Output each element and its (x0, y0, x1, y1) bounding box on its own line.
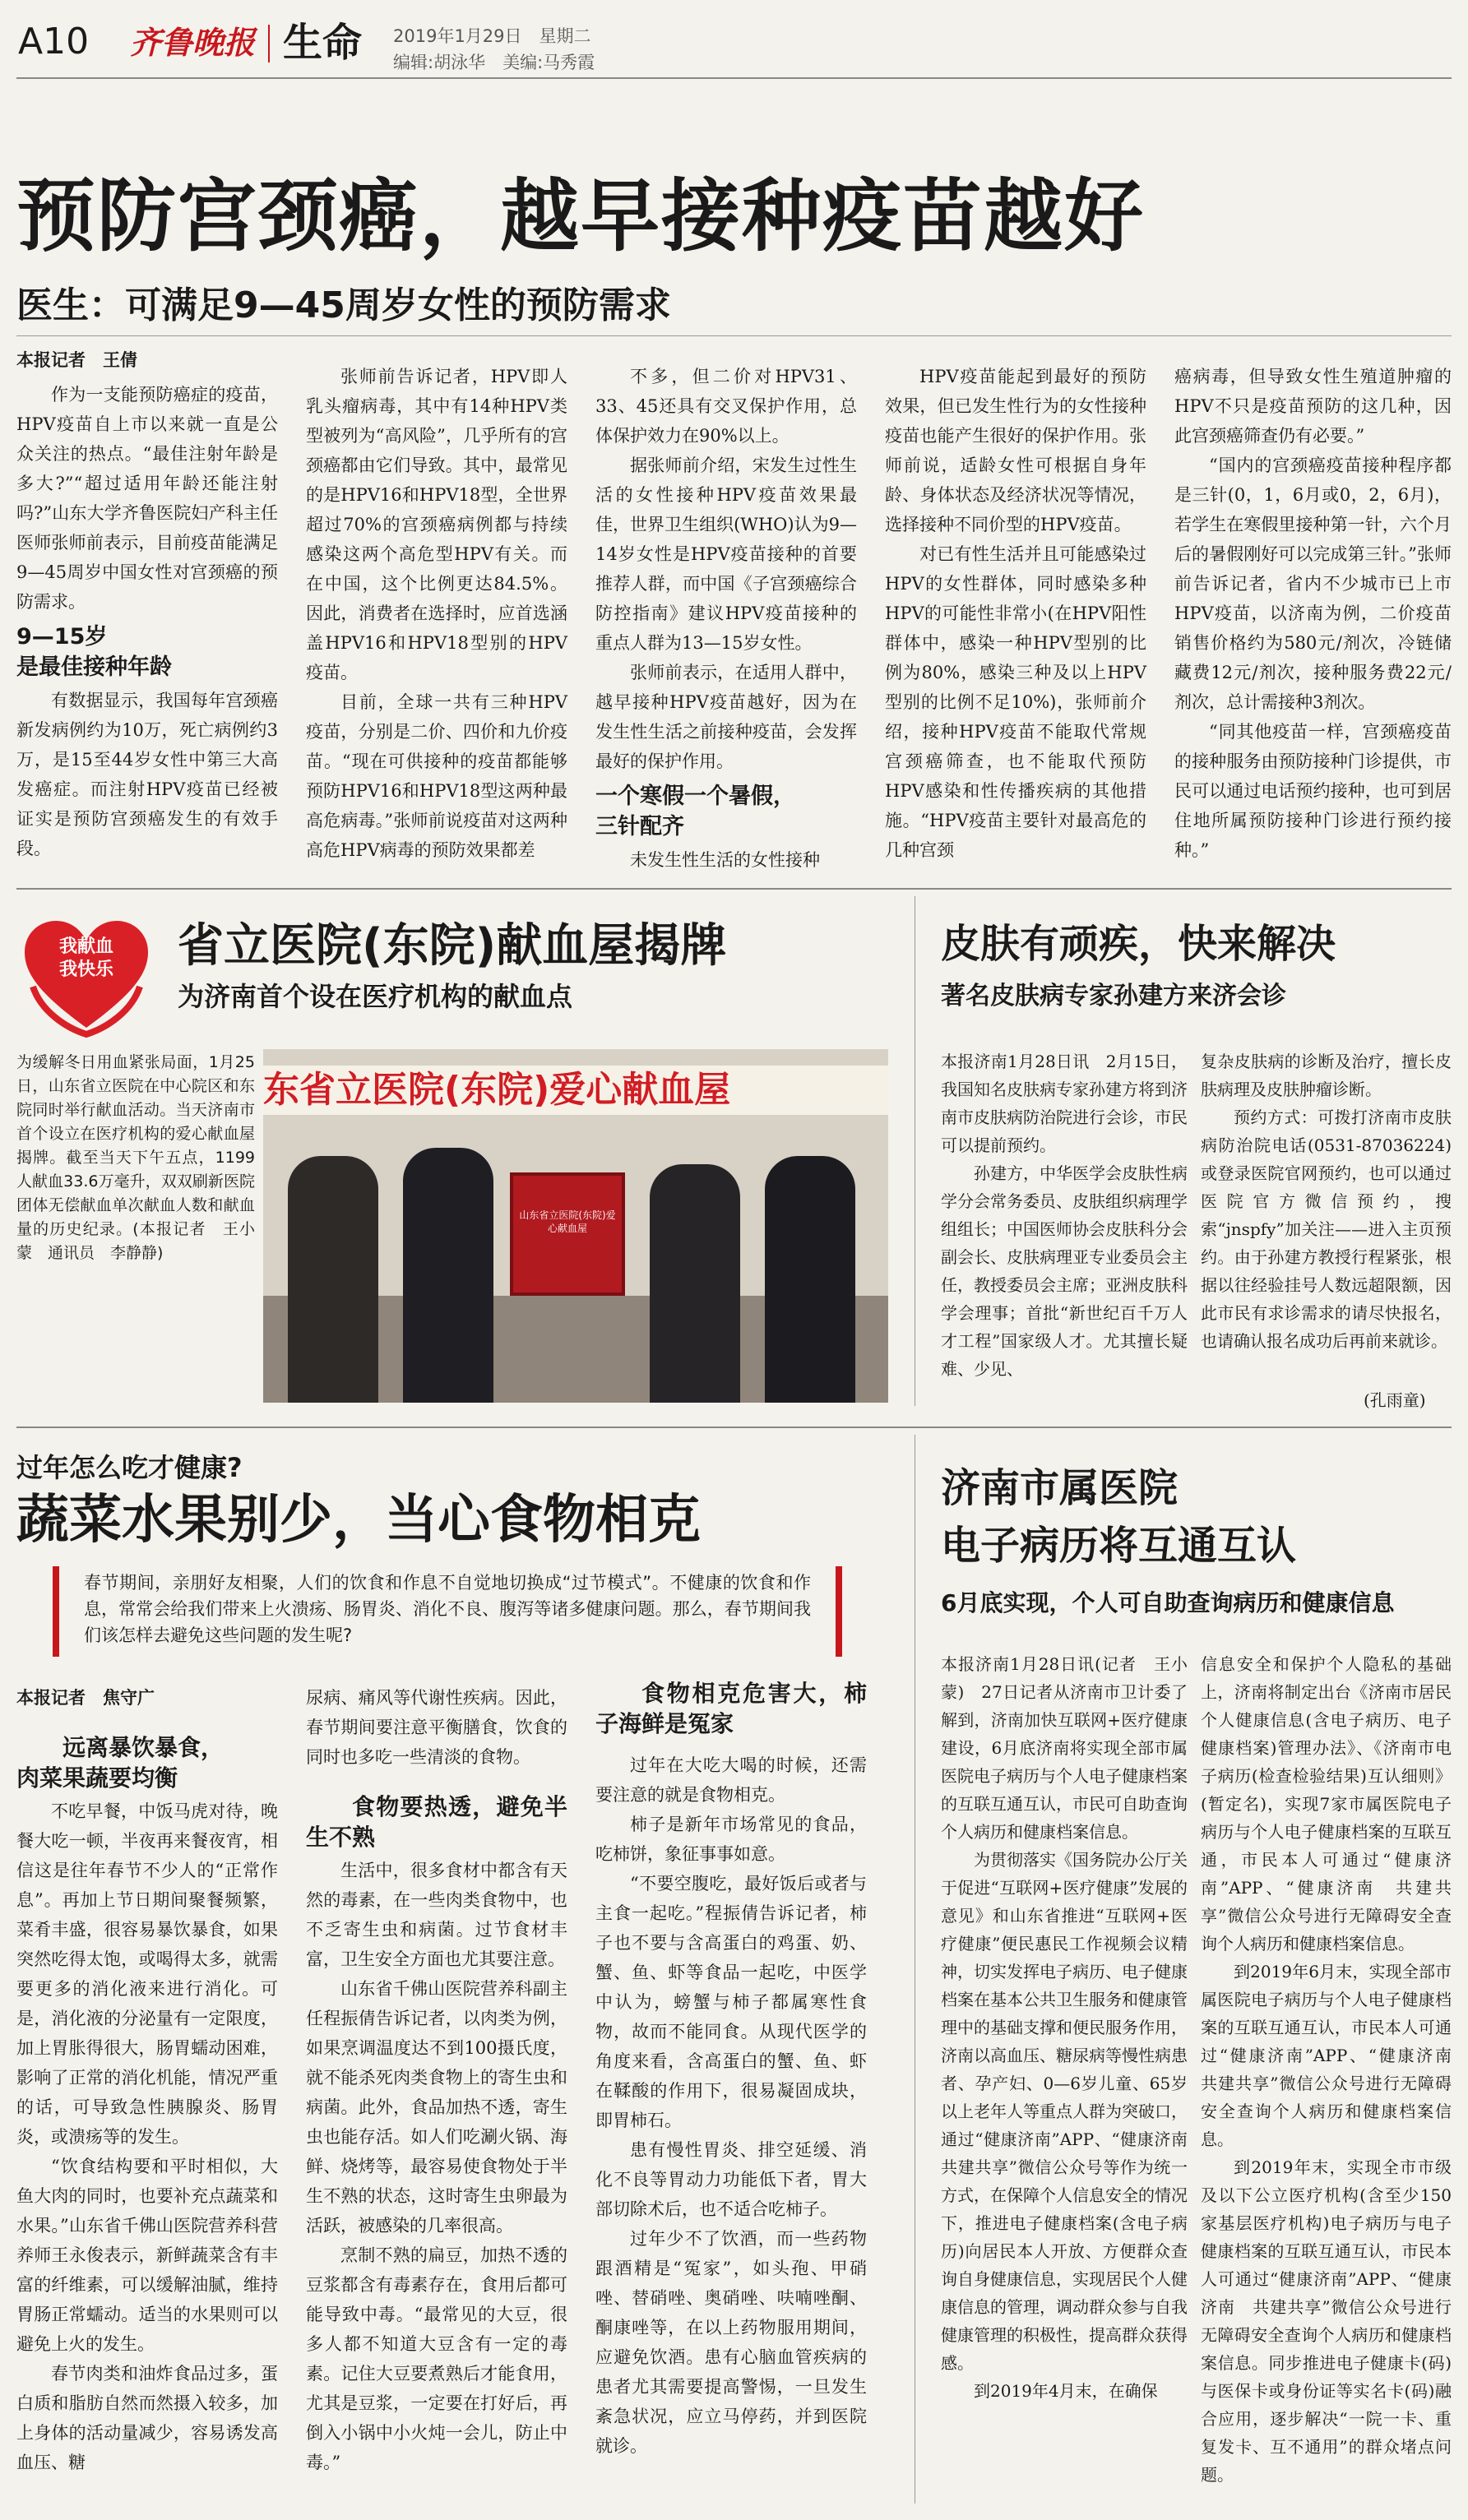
paragraph: 信息安全和保护个人隐私的基础上，济南将制定出台《济南市居民个人健康信息(含电子病历、电子健康档案)管理办法》、《济南市电子病历(检查检验结果)互认细则》(暂定名)，实现7家市属医院电子病历与个人电子健康档案的互联互通，市民本人可通过“健康济南”APP、“健康济南 共建共享”微信公众号进行无障碍安全查询个人病历和健康档案信息。 (1201, 1654, 1452, 1954)
section-divider (16, 1426, 1452, 1428)
headline: 蔬菜水果别少，当心食物相克 (16, 1490, 701, 1551)
paragraph: 到2019年4月末，在确保 (974, 2381, 1158, 2401)
article-holiday-diet (16, 1435, 905, 2512)
kicker: 过年怎么吃才健康? (16, 1452, 243, 1483)
subheading: 一个寒假一个暑假， 三针配齐 (595, 784, 795, 839)
editor-credits: 编辑:胡泳华 美编:马秀霞 (393, 53, 595, 72)
donate-blood-logo (16, 913, 156, 1036)
paragraph: 张师前表示，在适用人群中，越早接种HPV疫苗越好，因为在发生性生活之前接种疫苗，会发挥最好的保护作用。 (595, 663, 857, 771)
headline-underline (16, 335, 1452, 336)
paragraph: 过年在大吃大喝的时候，还需要注意的就是食物相克。 (595, 1755, 867, 1805)
paragraph: 不多，但二价对HPV31、33、45还具有交叉保护作用，总体保护效力在90%以上。 (595, 367, 857, 446)
byline: 本报记者 王倩 (16, 350, 137, 370)
headline: 预防宫颈癌，越早接种疫苗越好 (16, 170, 1145, 262)
paragraph: “同其他疫苗一样，宫颈癌疫苗的接种服务由预防接种门诊提供，市民可以通过电话预约接种，也可到居住地所属预防接种门诊进行预约接种。” (1174, 722, 1452, 860)
paragraph: 作为一支能预防癌症的疫苗，HPV疫苗自上市以来就一直是公众关注的热点。“最佳注射年龄是多大?”“超过适用年龄还能注射吗?”山东大学齐鲁医院妇产科主任医师张师前表示，目前疫苗能满足9—45周岁中国女性对宫颈癌的预防需求。 (16, 385, 278, 612)
paragraph: 烹制不熟的扁豆，加热不透的豆浆都含有毒素存在，食用后都可能导致中毒。“最常见的大豆，很多人都不知道大豆含有一定的毒素。记住大豆要煮熟后才能食用，尤其是豆浆，一定要在打好后，再倒入小锅中小火炖一会儿，防止中毒。” (306, 2245, 567, 2472)
paragraph: “不要空腹吃，最好饭后或者与主食一起吃。”程振倩告诉记者，柿子也不要与含高蛋白的鸡蛋、奶、蟹、鱼、虾等食品一起吃，中医学中认为，螃蟹与柿子都属寒性食物，故而不能同食。从现代医学的角度来看，含高蛋白的蟹、鱼、虾在鞣酸的作用下，很易凝固成块，即胃柿石。 (595, 1874, 867, 2130)
plaque-text: 山东省立医院(东院)爱心献血屋 (519, 1209, 616, 1234)
paragraph: 张师前告诉记者，HPV即人乳头瘤病毒，其中有14种HPV类型被列为“高风险”，几乎所有的宫颈癌都由它们导致。其中，最常见的是HPV16和HPV18型，全世界超过70%的宫颈癌病例都与持续感染这两个高危型HPV有关。而在中国，这个比例更达84.5%。因此，消费者在选择时，应首选涵盖HPV16和HPV18型别的HPV疫苗。 (306, 367, 567, 682)
article4-column-2 (306, 1683, 567, 2505)
paragraph: 本报济南1月28日讯(记者 王小蒙) 27日记者从济南市卫计委了解到，济南加快互联网+医疗健康建设，6月底济南将实现全部市属医院电子病历与个人电子健康档案的互联互通互认，市民可自助查询个人病历和健康档案信息。 (941, 1654, 1188, 1842)
event-photo (263, 1049, 888, 1403)
logo-text: 我献血 我快乐 (58, 936, 113, 980)
paper-logo: 齐鲁晚报 (130, 24, 256, 61)
article3-column-2 (1201, 1047, 1452, 1385)
paragraph: 目前，全球一共有三种HPV疫苗，分别是二价、四价和九价疫苗。“现在可供接种的疫苗都能够预防HPV16和HPV18型这两种最高危病毒。”张师前说疫苗对这两种高危HPV病毒的预防效果都差 (306, 692, 567, 860)
article1-column-1 (16, 345, 278, 929)
lead-box (53, 1566, 842, 1657)
article4-column-1 (16, 1683, 278, 2505)
person-1 (288, 1156, 378, 1403)
paragraph: “饮食结构要和平时相似，大鱼大肉的同时，也要补充点蔬菜和水果。”山东省千佛山医院营养科营养师王永俊表示，新鲜蔬菜含有丰富的纤维素，可以缓解油腻，维持胃肠正常蠕动。适当的水果则可以避免上火的发生。 (16, 2157, 278, 2354)
article-hpv-vaccine (0, 82, 1468, 872)
paragraph: 柿子是新年市场常见的食品，吃柿饼，象征事事如意。 (595, 1815, 867, 1864)
page-number: A10 (18, 21, 90, 62)
article1-column-5 (1174, 362, 1452, 929)
headline: 省立医院(东院)献血屋揭牌 (178, 919, 727, 973)
article1-column-3 (595, 362, 857, 929)
paragraph: 尿病、痛风等代谢性疾病。因此，春节期间要注意平衡膳食，饮食的同时也多吃一些清淡的食物。 (306, 1688, 567, 1767)
subheading: 远离暴饮暴食， 肉菜果蔬要均衡 (16, 1734, 225, 1792)
paragraph: 到2019年6月末，实现全部市属医院电子病历与个人电子健康档案的互联互通互认，市民本人可通过“健康济南”APP、“健康济南 共建共享”微信公众号进行无障碍安全查询个人病历和健康档案信息。 (1201, 1962, 1468, 2149)
paragraph: HPV疫苗能起到最好的预防效果，但已发生性行为的女性接种疫苗也能产生很好的保护作用。张师前说，适龄女性可根据自身年龄、身体状态及经济状况等情况，选择接种不同价型的HPV疫苗。 (885, 367, 1146, 534)
person-2 (403, 1148, 493, 1403)
article5-column-1 (941, 1650, 1204, 2505)
subheadline: 著名皮肤病专家孙建方来济会诊 (941, 982, 1286, 1010)
article1-column-2 (306, 362, 567, 929)
paragraph: 孙建方，中华医学会皮肤性病学分会常务委员、皮肤组织病理学组组长；中国医师协会皮肤科分会副会长、皮肤病理亚专业委员会主任，教授委员会主席；亚洲皮肤科学会理事；首批“新世纪百千万人才工程”国家级人才。尤其擅长疑难、少见、 (941, 1163, 1188, 1379)
headline: 济南市属医院 电子病历将互通互认 (941, 1465, 1297, 1569)
paragraph: “国内的宫颈癌疫苗接种程序都是三针(0，1，6月或0，2，6月)，若学生在寒假里接种第一针，六个月后的暑假刚好可以完成第三针。”张师前告诉记者，省内不少城市已上市HPV疫苗，以济南为例，二价疫苗销售价格约为580元/剂次，冷链储藏费12元/剂次，接种服务费22元/剂次，总计需接种3剂次。 (1174, 455, 1452, 712)
reporter-credit: (孔雨童) (1364, 1390, 1426, 1410)
subheadline: 医生：可满足9—45周岁女性的预防需求 (16, 284, 671, 326)
photo-caption: 为缓解冬日用血紧张局面，1月25日，山东省立医院在中心院区和东院同时举行献血活动。当天济南市首个设立在医疗机构的爱心献血屋揭牌。截至当天下午五点，1199人献血33.6万毫升，双双刷新医院团体无偿献血单次献血人数和献血量的历史纪录。(本报记者 王小蒙 通讯员 李静静) (16, 1053, 255, 1262)
section-divider (16, 888, 1452, 890)
article-e-medical-records (928, 1435, 1468, 2512)
subheading: 9—15岁 是最佳接种年龄 (16, 624, 172, 680)
paragraph: 生活中，很多食材中都含有天然的毒素，在一些肉类食物中，也不乏寄生虫和病菌。过节食材丰富，卫生安全方面也尤其要注意。 (306, 1861, 567, 1969)
article4-column-3 (595, 1673, 867, 2505)
headline: 皮肤有顽疾，快来解决 (941, 921, 1336, 967)
issue-date: 2019年1月29日 星期二 (393, 26, 591, 46)
lead-text: 春节期间，亲朋好友相聚，人们的饮食和作息不自觉地切换成“过节模式”。不健康的饮食和作息，常常会给我们带来上火溃疡、肠胃炎、消化不良、腹泻等诸多健康问题。那么，春节期间我们该怎样去避免这些问题的发生呢? (84, 1573, 811, 1645)
paragraph: 据张师前介绍，宋发生过性生活的女性接种HPV疫苗效果最佳，世界卫生组织(WHO)认为9—14岁女性是HPV疫苗接种的首要推荐人群，而中国《子宫颈癌综合防控指南》建议HPV疫苗接种的重点人群为13—15岁女性。 (595, 455, 857, 653)
article3-column-1 (941, 1047, 1188, 1409)
article1-column-4 (885, 362, 1146, 929)
article-blood-donation (16, 896, 905, 1422)
plaque (510, 1172, 625, 1296)
person-4 (765, 1156, 855, 1403)
subheadline: 为济南首个设在医疗机构的献血点 (178, 981, 573, 1012)
paragraph: 复杂皮肤病的诊断及治疗，擅长皮肤病理及皮肤肿瘤诊断。 (1201, 1052, 1452, 1099)
paragraph: 不吃早餐，中饭马虎对待，晚餐大吃一顿，半夜再来餐夜宵，相信这是往年春节不少人的“正常作息”。再加上节日期间聚餐频繁，菜肴丰盛，很容易暴饮暴食，如果突然吃得太饱，或喝得太多，就需要更多的消化液来进行消化。可是，消化液的分泌量有一定限度，加上胃胀得很大，肠胃蠕动困难，影响了正常的消化机能，情况严重的话，可导致急性胰腺炎、肠胃炎，或溃疡等的发生。 (16, 1801, 278, 2147)
byline: 本报记者 焦守广 (16, 1688, 155, 1708)
subheading: 食物相克危害大，柿子海鲜是冤家 (595, 1680, 867, 1737)
paragraph: 春节肉类和油炸食品过多，蛋白质和脂肪自然而然摄入较多，加上身体的活动量减少，容易诱发高血压、糖 (16, 2364, 278, 2472)
paragraph: 本报济南1月28日讯 2月15日，我国知名皮肤病专家孙建方将到济南市皮肤病防治院进行会诊，市民可以提前预约。 (941, 1052, 1188, 1155)
paragraph: 过年少不了饮酒，而一些药物跟酒精是“冤家”，如头孢、甲硝唑、替硝唑、奥硝唑、呋喃唑酮、酮康唑等，在以上药物服用期间，应避免饮酒。患有心脑血管疾病的患者尤其需要提高警惕，一旦发生紊急状况，应立马停药，并到医院就诊。 (595, 2229, 867, 2456)
paragraph: 有数据显示，我国每年宫颈癌新发病例约为10万，死亡病例约3万，是15至44岁女性中第三大高发癌症。而注射HPV疫苗已经被证实是预防宫颈癌发生的有效手段。 (16, 691, 278, 858)
masthead (0, 0, 1468, 79)
paragraph: 为贯彻落实《国务院办公厅关于促进“互联网+医疗健康”发展的意见》和山东省推进“互联网+医疗健康”便民惠民工作视频会议精神，切实发挥电子病历、电子健康档案在基本公共卫生服务和健康管理中的基础支撑和便民服务作用，济南以高血压、糖尿病等慢性病患者、孕产妇、0—6岁儿童、65岁以上老年人等重点人群为突破口，通过“健康济南”APP、“健康济南 共建共享”微信公众号等作为统一方式，在保障个人信息安全的情况下，推进电子健康档案(含电子病历)向居民本人开放、方便群众查询自身健康信息，实现居民个人健康信息的管理，调动群众参与自我健康管理的积极性，提高群众获得感。 (941, 1850, 1204, 2373)
paragraph: 对已有性生活并且可能感染过HPV的女性群体，同时感染多种HPV的可能性非常小(在HPV阳性群体中，感染一种HPV型别的比例为80%，感染三种及以上HPV型别的比例不足10%)，张师前介绍，接种HPV疫苗不能取代常规宫颈癌筛查，也不能取代预防HPV感染和性传播疾病的其他措施。“HPV疫苗主要针对最高危的几种宫颈 (885, 544, 1146, 860)
article5-column-2 (1201, 1650, 1468, 2505)
section-name: 生命 (283, 20, 363, 66)
masthead-rule (16, 77, 1452, 79)
paragraph: 到2019年末，实现全市市级及以下公立医疗机构(含至少150家基层医疗机构)电子病历与电子健康档案的互联互通互认，市民本人可通过“健康济南”APP、“健康济南 共建共享”微信公众号进行无障碍安全查询个人病历和健康档案信息。同步推进电子健康卡(码)与医保卡或身份证等实名卡(码)融合应用，逐步解决“一院一卡、重复发卡、互不通用”的群众堵点问题。 (1201, 2157, 1452, 2485)
masthead-divider (268, 25, 270, 62)
subheading: 食物要热透，避免半生不熟 (306, 1793, 567, 1851)
paragraph: 患有慢性胃炎、排空延缓、消化不良等胃动力功能低下者，胃大部切除术后，也不适合吃柿子。 (595, 2140, 867, 2219)
paragraph: 癌病毒，但导致女性生殖道肿瘤的HPV不只是疫苗预防的这几种，因此宫颈癌筛查仍有必要。” (1174, 367, 1452, 446)
paragraph: 山东省千佛山医院营养科副主任程振倩告诉记者，以肉类为例，如果烹调温度达不到100摄氏度，就不能杀死肉类食物上的寄生虫和病菌。此外，食品加热不透，寄生虫也能存活。如人们吃涮火锅、海鲜、烧烤等，最容易使食物处于半生不熟的状态，这时寄生虫卵最为活跃，被感染的几率很高。 (306, 1979, 567, 2236)
subheadline: 6月底实现，个人可自助查询病历和健康信息 (941, 1589, 1395, 1616)
paragraph: 预约方式：可拨打济南市皮肤病防治院电话(0531-87036224)或登录医院官网预约，也可以通过医院官方微信预约，搜索“jnspfy”加关注——进入主页预约。由于孙建方教授行程紧张，根据以往经验挂号人数远超限额，因此市民有求诊需求的请尽快报名，也请确认报名成功后再前来就诊。 (1201, 1107, 1452, 1351)
article-dermatology (928, 896, 1454, 1422)
photo-banner: 东省立医院(东院)爱心献血屋 (263, 1066, 888, 1115)
paragraph: 未发生性生活的女性接种 (630, 850, 820, 870)
person-3 (650, 1164, 740, 1403)
